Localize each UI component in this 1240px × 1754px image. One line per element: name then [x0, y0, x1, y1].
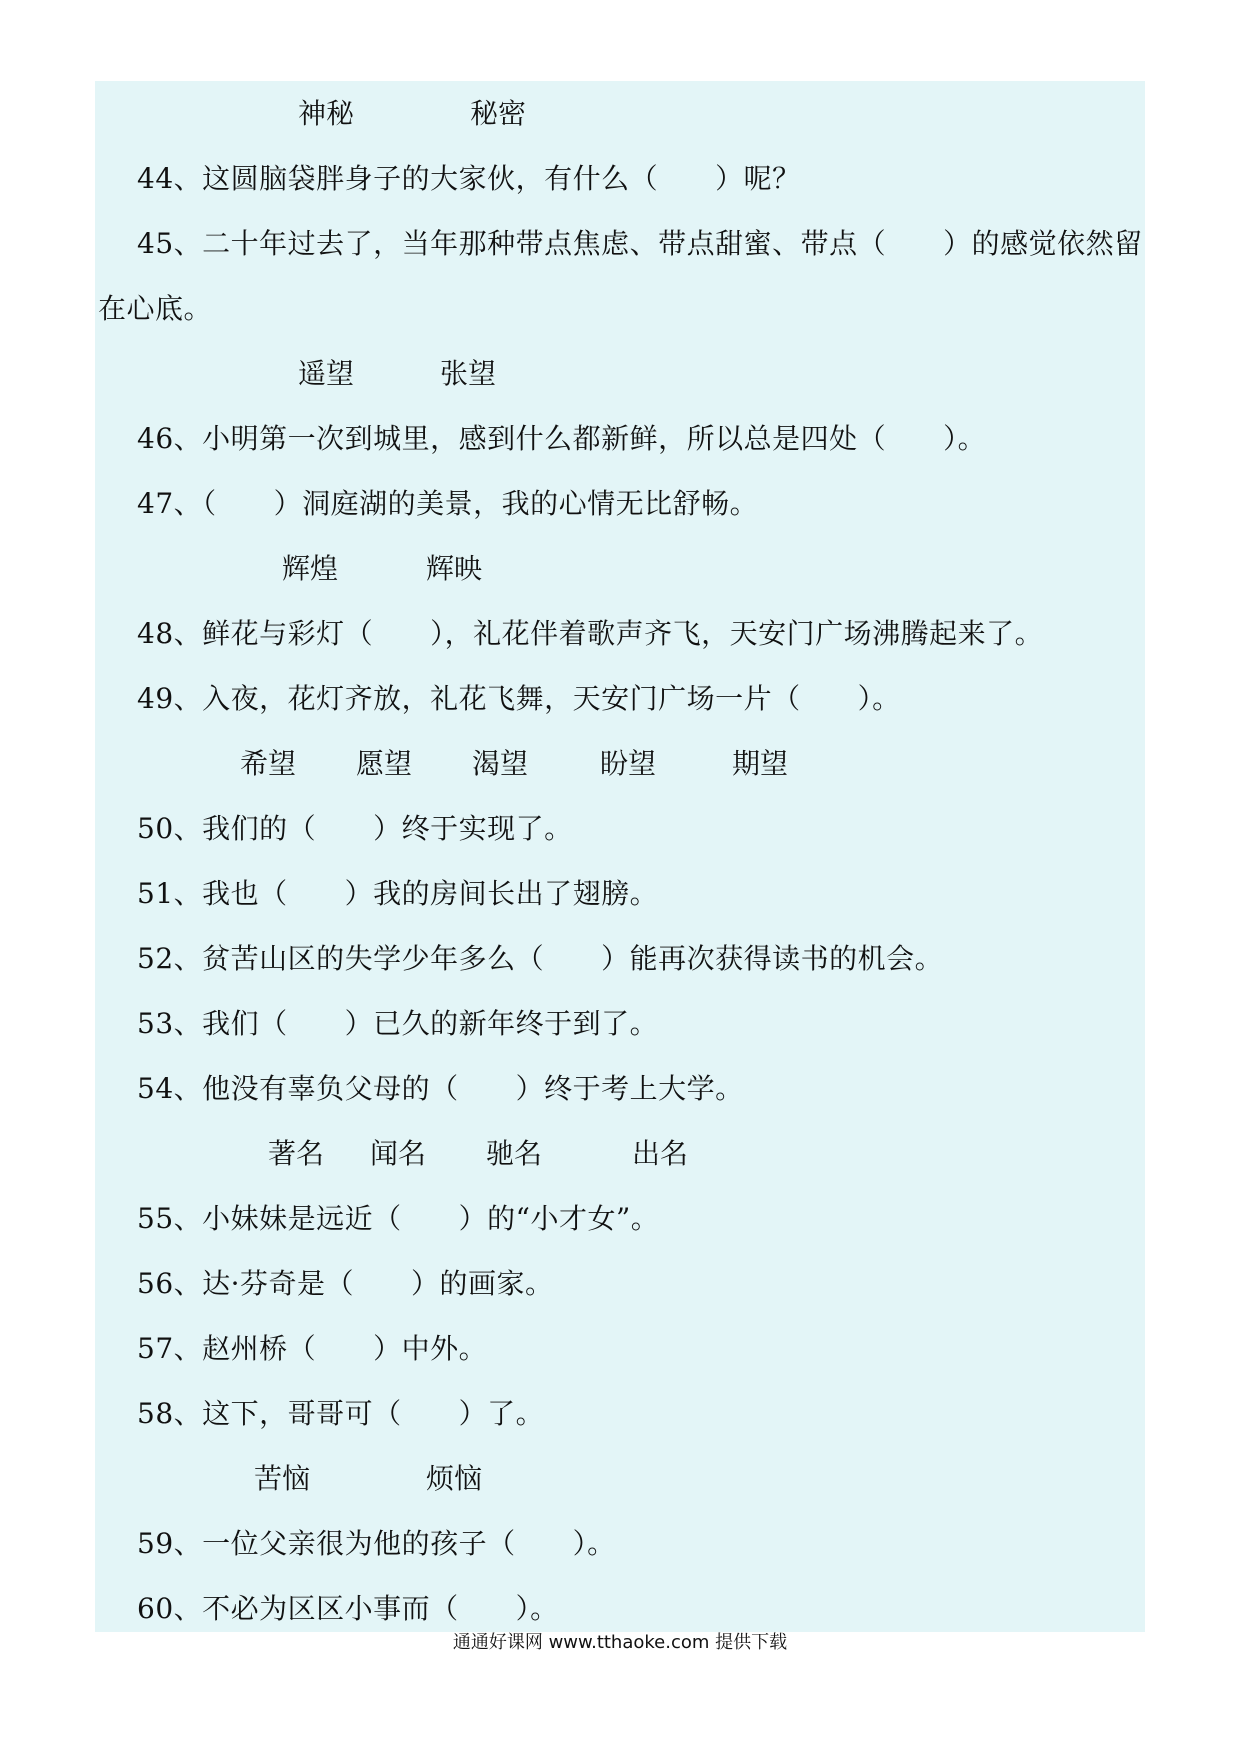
option-word: 出名 [632, 1137, 689, 1170]
option-word: 张望 [440, 357, 497, 390]
option-word: 希望 [240, 747, 297, 780]
question-60: 60、不必为区区小事而（ ）。 [137, 1592, 559, 1625]
question-47: 47、（ ）洞庭湖的美景，我的心情无比舒畅。 [137, 487, 759, 520]
footer-credit: 通通好课网 www.tthaoke.com 提供下载 [452, 1632, 788, 1653]
option-word: 烦恼 [426, 1462, 483, 1495]
question-57: 57、赵州桥（ ）中外。 [137, 1332, 488, 1365]
option-word: 驰名 [486, 1137, 543, 1170]
question-49: 49、入夜，花灯齐放，礼花飞舞，天安门广场一片（ ）。 [137, 682, 901, 715]
question-46: 46、小明第一次到城里，感到什么都新鲜，所以总是四处（ ）。 [137, 422, 987, 455]
option-word: 渴望 [472, 747, 529, 780]
option-word: 秘密 [470, 97, 527, 130]
option-word: 愿望 [356, 747, 413, 780]
question-54: 54、他没有辜负父母的（ ）终于考上大学。 [137, 1072, 744, 1105]
option-word: 辉映 [426, 552, 483, 585]
question-48: 48、鲜花与彩灯（ ），礼花伴着歌声齐飞，天安门广场沸腾起来了。 [137, 617, 1044, 650]
question-59: 59、一位父亲很为他的孩子（ ）。 [137, 1527, 616, 1560]
option-word: 神秘 [298, 97, 355, 130]
option-word: 闻名 [370, 1137, 427, 1170]
option-word: 遥望 [298, 357, 355, 390]
question-53: 53、我们（ ）已久的新年终于到了。 [137, 1007, 659, 1040]
question-44: 44、这圆脑袋胖身子的大家伙，有什么（ ）呢？ [137, 162, 801, 195]
question-45: 45、二十年过去了，当年那种带点焦虑、带点甜蜜、带点（ ）的感觉依然留 [137, 227, 1143, 260]
question-45-cont: 在心底。 [98, 292, 213, 325]
question-52: 52、贫苦山区的失学少年多么（ ）能再次获得读书的机会。 [137, 942, 944, 975]
option-word: 苦恼 [254, 1462, 311, 1495]
question-51: 51、我也（ ）我的房间长出了翅膀。 [137, 877, 659, 910]
question-58: 58、这下，哥哥可（ ）了。 [137, 1397, 545, 1430]
option-word: 辉煌 [282, 552, 339, 585]
option-word: 盼望 [600, 747, 657, 780]
option-word: 期望 [732, 747, 789, 780]
question-56: 56、达·芬奇是（ ）的画家。 [137, 1267, 554, 1300]
option-word: 著名 [268, 1137, 325, 1170]
question-50: 50、我们的（ ）终于实现了。 [137, 812, 573, 845]
question-55: 55、小妹妹是远近（ ）的“小才女”。 [137, 1202, 660, 1235]
